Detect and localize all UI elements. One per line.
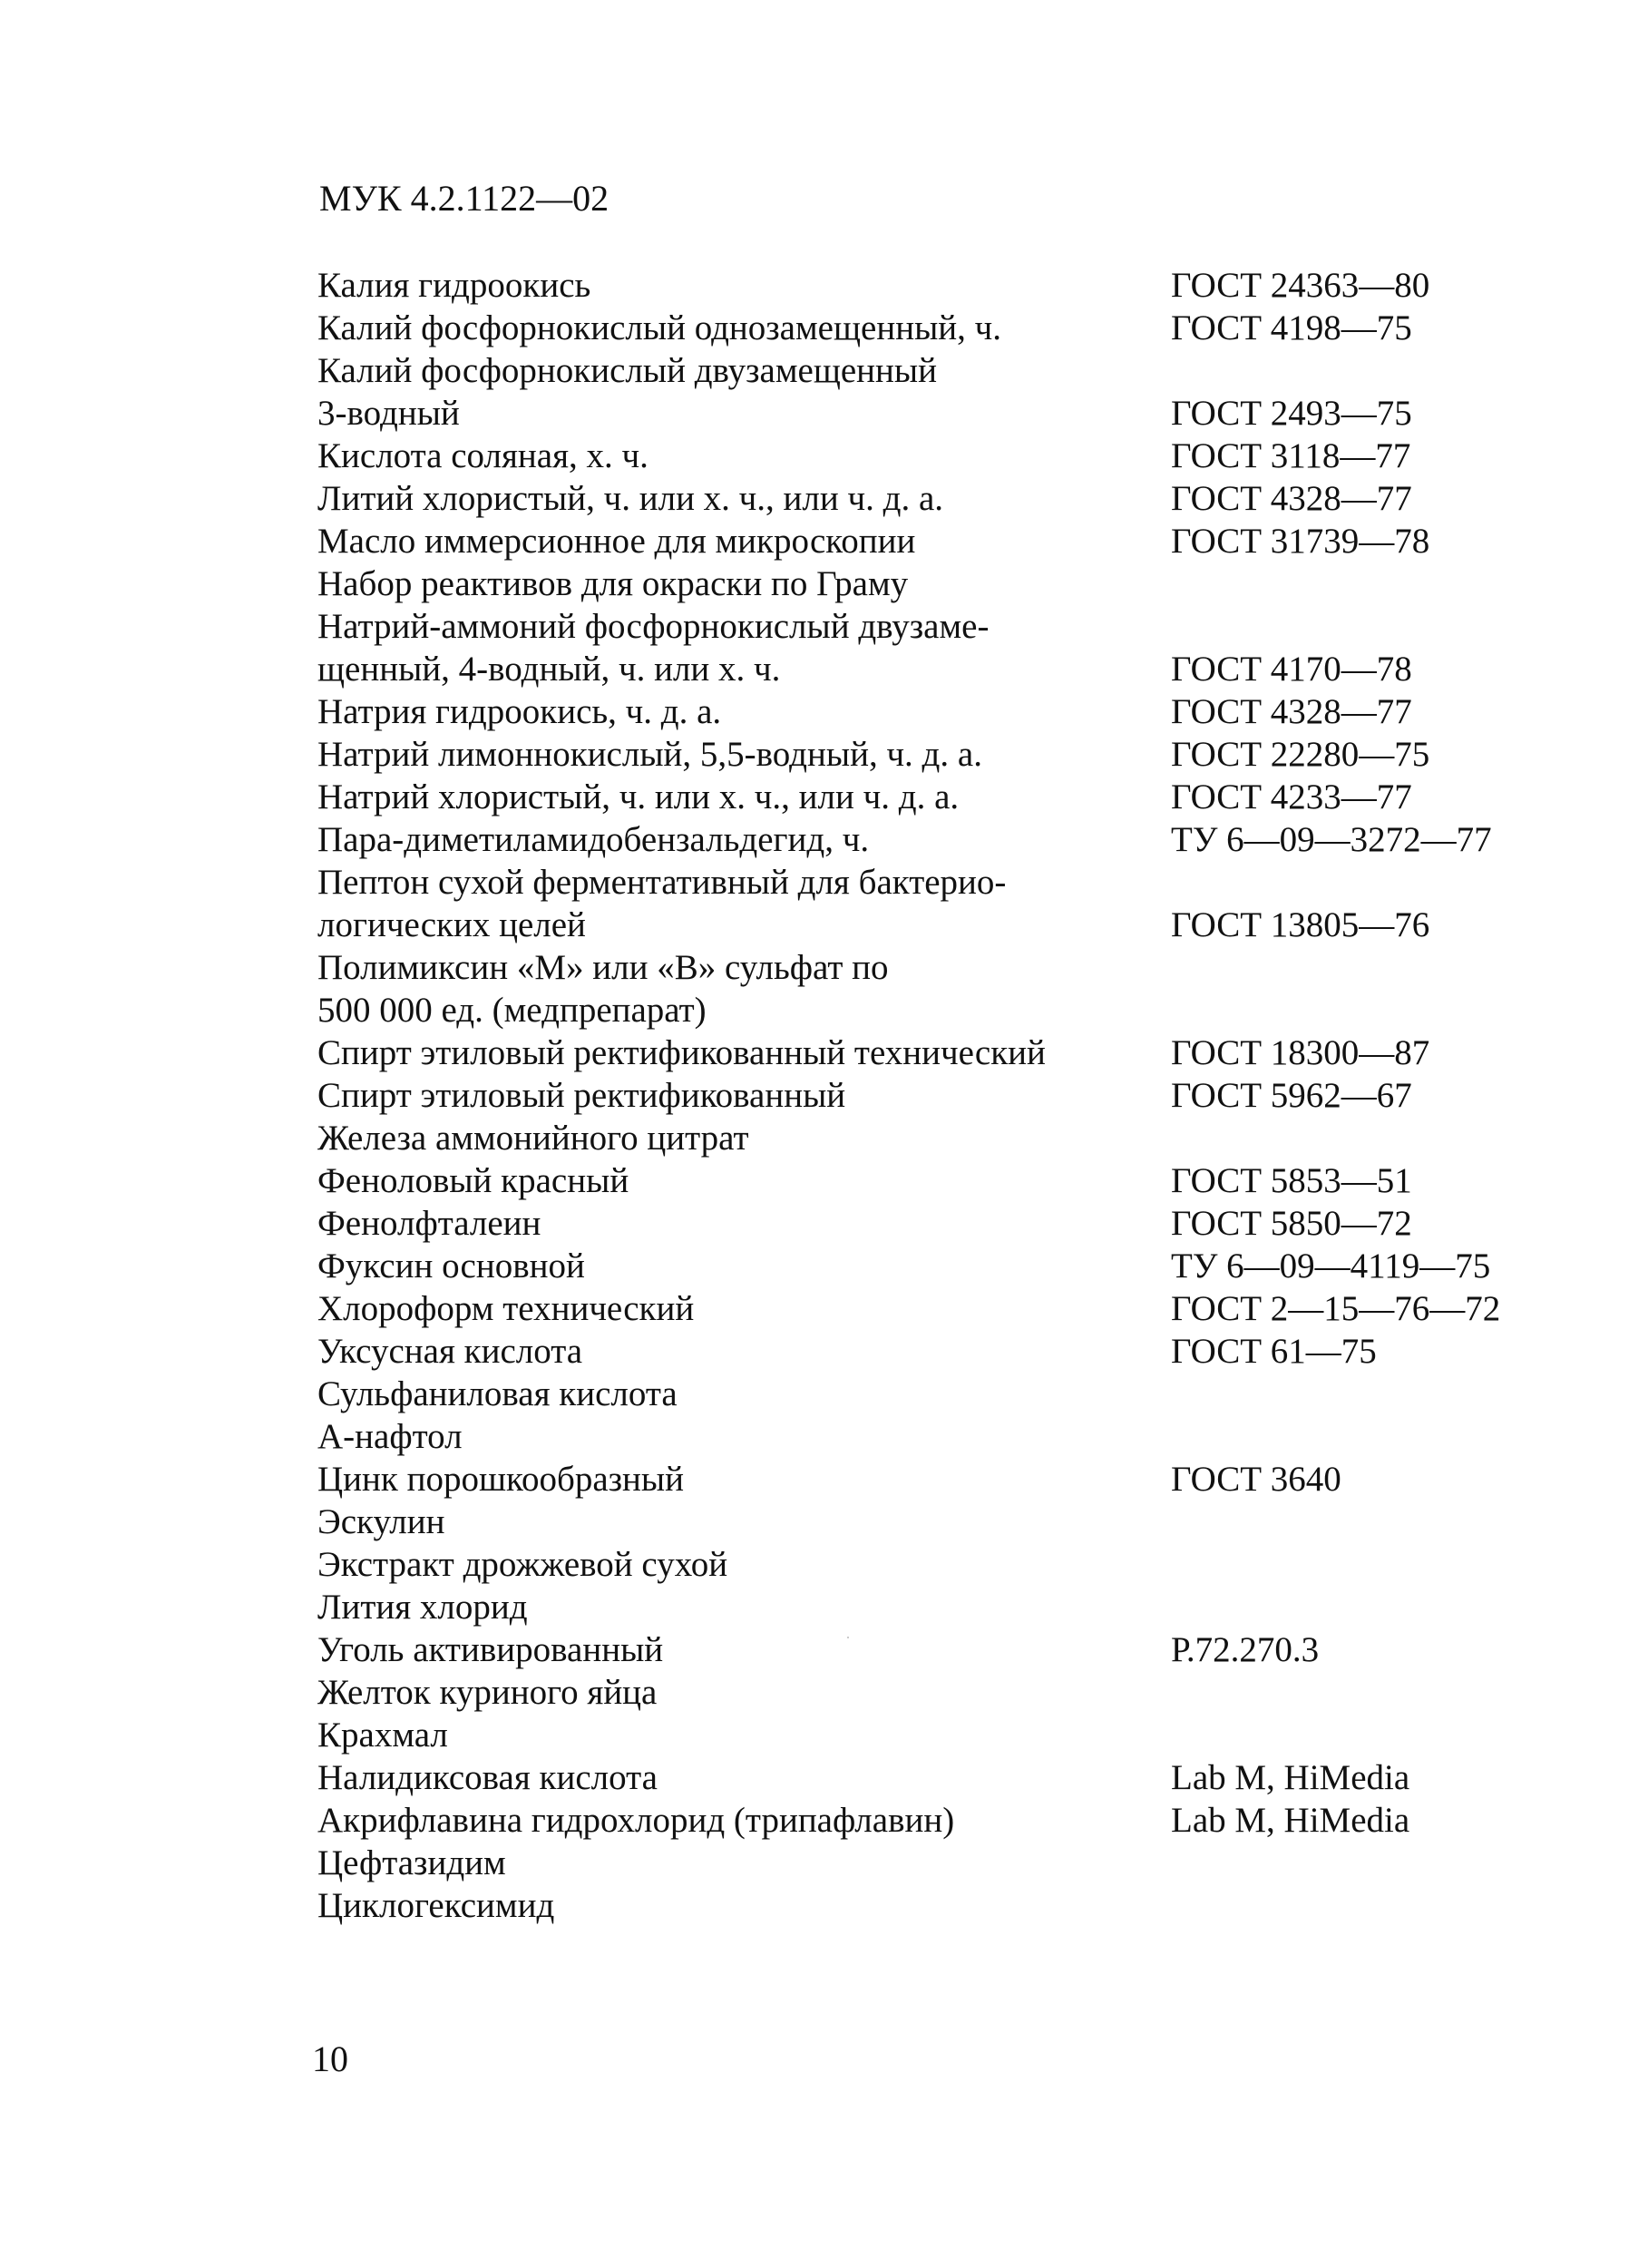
reagent-name: щенный, 4-водный, ч. или х. ч. (317, 650, 781, 689)
reagent-name: Эскулин (317, 1502, 445, 1541)
reagent-name: Крахмал (317, 1716, 448, 1755)
list-item (317, 1543, 1624, 1586)
reagent-name: Уголь активированный (317, 1630, 664, 1669)
list-item (317, 605, 1624, 648)
list-item (317, 1628, 1624, 1671)
list-item (317, 1031, 1624, 1074)
reagent-standard: ГОСТ 5853—51 (1171, 1161, 1412, 1200)
reagent-standard: Lab M, HiMedia (1171, 1801, 1410, 1840)
list-item (317, 776, 1624, 818)
reagent-standard: ГОСТ 5850—72 (1171, 1204, 1412, 1243)
list-item (317, 435, 1624, 477)
list-item (317, 1373, 1624, 1415)
reagent-name: Цинк порошкообразный (317, 1460, 684, 1499)
reagent-name: Фенолфталеин (317, 1204, 541, 1243)
reagent-name: Акрифлавина гидрохлорид (трипафлавин) (317, 1801, 955, 1840)
list-item (317, 946, 1624, 989)
reagent-name: Фуксин основной (317, 1246, 585, 1286)
reagent-name: Цефтазидим (317, 1843, 506, 1882)
reagent-name: 3-водный (317, 394, 460, 433)
reagent-standard: ГОСТ 4233—77 (1171, 777, 1412, 816)
list-item (317, 1415, 1624, 1458)
reagent-name: Сульфаниловая кислота (317, 1374, 678, 1413)
reagent-name: логических целей (317, 905, 586, 944)
reagent-name: Полимиксин «М» или «В» сульфат по (317, 948, 889, 987)
reagent-standard: ГОСТ 4198—75 (1171, 308, 1412, 347)
page-number: 10 (312, 2038, 348, 2079)
reagent-standard: Р.72.270.3 (1171, 1630, 1320, 1669)
reagent-standard: ГОСТ 3640 (1171, 1460, 1341, 1499)
reagent-standard: ГОСТ 18300—87 (1171, 1033, 1430, 1072)
list-item (317, 733, 1624, 776)
reagent-name: Масло иммерсионное для микроскопии (317, 522, 916, 561)
reagent-list (317, 264, 1624, 1927)
list-item (317, 1287, 1624, 1330)
document-code-header: МУК 4.2.1122—02 (319, 178, 609, 219)
reagent-standard: ГОСТ 31739—78 (1171, 522, 1430, 561)
list-item (317, 1501, 1624, 1543)
reagent-name: Феноловый красный (317, 1161, 629, 1200)
list-item (317, 1245, 1624, 1287)
list-item (317, 648, 1624, 690)
reagent-name: Хлороформ технический (317, 1289, 695, 1328)
reagent-name: Уксусная кислота (317, 1332, 583, 1371)
list-item (317, 1074, 1624, 1117)
reagent-name: Спирт этиловый ректификованный технический (317, 1033, 1046, 1072)
list-item (317, 1799, 1624, 1842)
scan-speck (847, 1637, 849, 1638)
reagent-standard: ГОСТ 4328—77 (1171, 479, 1412, 518)
list-item (317, 477, 1624, 520)
reagent-name: Лития хлорид (317, 1588, 528, 1627)
reagent-name: Калия гидроокись (317, 266, 591, 305)
list-item (317, 520, 1624, 562)
reagent-standard: ГОСТ 22280—75 (1171, 735, 1430, 774)
reagent-name: Калий фосфорнокислый двузамещенный (317, 351, 937, 390)
list-item (317, 1756, 1624, 1799)
reagent-name: Экстракт дрожжевой сухой (317, 1545, 728, 1584)
reagent-name: Калий фосфорнокислый однозамещенный, ч. (317, 308, 1002, 347)
reagent-standard: Lab M, HiMedia (1171, 1758, 1410, 1797)
reagent-name: Железа аммонийного цитрат (317, 1119, 749, 1158)
reagent-standard: ГОСТ 24363—80 (1171, 266, 1430, 305)
reagent-name: Пара-диметиламидобензальдегид, ч. (317, 820, 870, 859)
reagent-name: 500 000 ед. (медпрепарат) (317, 991, 707, 1030)
reagent-standard: ГОСТ 2—15—76—72 (1171, 1289, 1501, 1328)
reagent-standard: ГОСТ 4170—78 (1171, 650, 1412, 689)
list-item (317, 1714, 1624, 1756)
reagent-name: Пептон сухой ферментативный для бактерио- (317, 863, 1007, 902)
reagent-standard: ГОСТ 3118—77 (1171, 436, 1411, 475)
list-item (317, 264, 1624, 307)
list-item (317, 989, 1624, 1031)
reagent-name: Набор реактивов для окраски по Граму (317, 564, 909, 603)
list-item (317, 1458, 1624, 1501)
reagent-name: Налидиксовая кислота (317, 1758, 658, 1797)
list-item (317, 1671, 1624, 1714)
list-item (317, 1202, 1624, 1245)
list-item (317, 861, 1624, 904)
reagent-name: Желток куриного яйца (317, 1673, 658, 1712)
list-item (317, 1842, 1624, 1884)
list-item (317, 690, 1624, 733)
list-item (317, 1330, 1624, 1373)
list-item (317, 1884, 1624, 1927)
reagent-name: Циклогексимид (317, 1886, 555, 1925)
list-item (317, 392, 1624, 435)
list-item (317, 818, 1624, 861)
reagent-name: А-нафтол (317, 1417, 463, 1456)
list-item (317, 1586, 1624, 1628)
reagent-standard: ГОСТ 5962—67 (1171, 1076, 1412, 1115)
reagent-name: Кислота соляная, х. ч. (317, 436, 648, 475)
list-item (317, 349, 1624, 392)
reagent-name: Натрий-аммоний фосфорнокислый двузаме- (317, 607, 990, 646)
list-item (317, 307, 1624, 349)
reagent-name: Натрия гидроокись, ч. д. а. (317, 692, 722, 731)
list-item (317, 1117, 1624, 1159)
reagent-name: Литий хлористый, ч. или х. ч., или ч. д. а. (317, 479, 944, 518)
reagent-standard: ТУ 6—09—3272—77 (1171, 820, 1492, 859)
reagent-standard: ГОСТ 13805—76 (1171, 905, 1430, 944)
reagent-standard: ГОСТ 4328—77 (1171, 692, 1412, 731)
reagent-name: Натрий хлористый, ч. или х. ч., или ч. д. а. (317, 777, 960, 816)
list-item (317, 1159, 1624, 1202)
list-item (317, 562, 1624, 605)
reagent-standard: ТУ 6—09—4119—75 (1171, 1246, 1491, 1286)
list-item (317, 904, 1624, 946)
reagent-name: Спирт этиловый ректификованный (317, 1076, 846, 1115)
reagent-name: Натрий лимоннокислый, 5,5-водный, ч. д. а. (317, 735, 982, 774)
reagent-standard: ГОСТ 2493—75 (1171, 394, 1412, 433)
reagent-standard: ГОСТ 61—75 (1171, 1332, 1377, 1371)
